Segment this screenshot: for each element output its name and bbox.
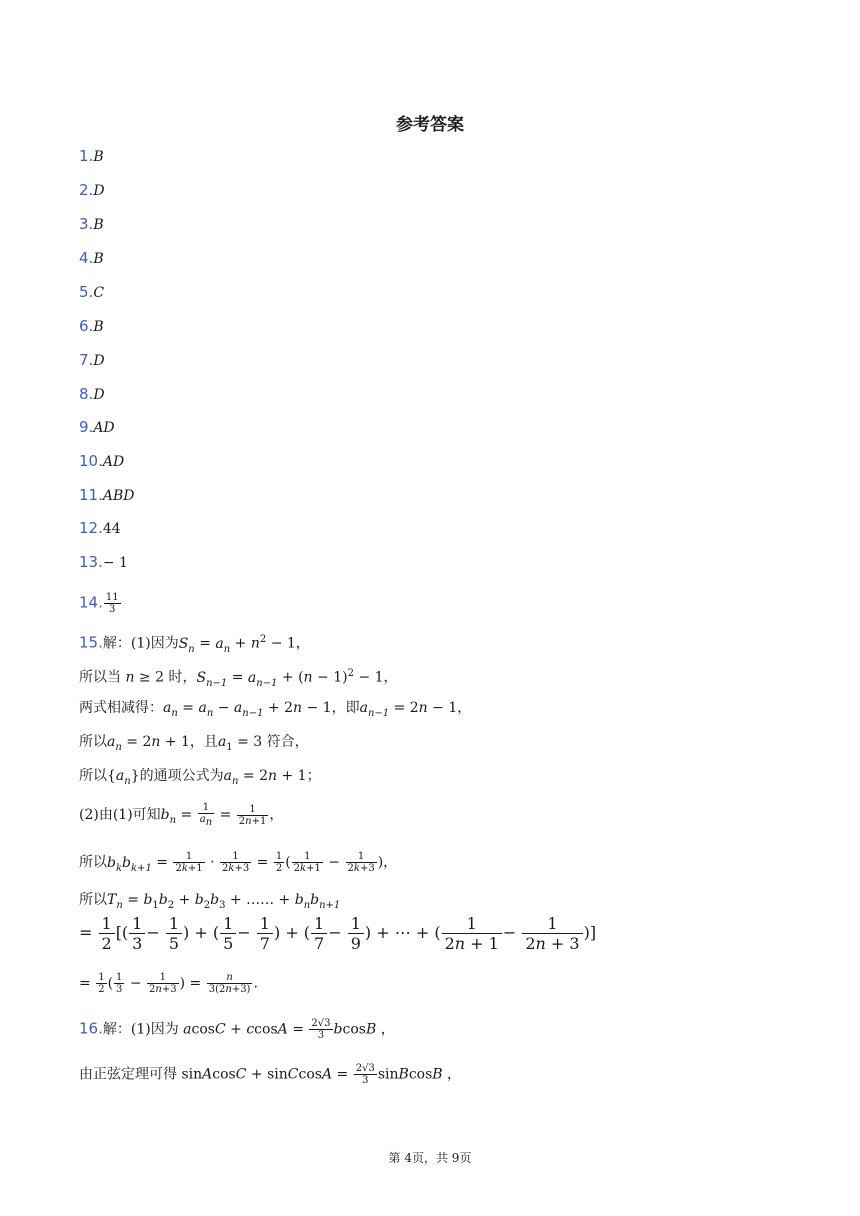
answer-number: 6. bbox=[79, 317, 94, 335]
q15-line-8: 所以$T_n = b_1b_2 + b_2b_3$ + …… + $b_nb_{n+1}$ bbox=[79, 892, 341, 911]
page-footer: 第 4页，共 9页 bbox=[388, 1151, 472, 1165]
answer-value: AD bbox=[93, 420, 115, 436]
answer-number: 8. bbox=[79, 385, 94, 403]
q15-line-2: 所以当 n ≥ 2 时，$S_{n-1} = a_{n-1} + (n - 1)^2 - 1$， bbox=[79, 668, 398, 689]
q15-line-1: 15.解：(1)因为$S_n = a_n + n^2 - 1$， bbox=[79, 633, 310, 655]
question-number: 15. bbox=[79, 633, 103, 652]
answer-value: C bbox=[93, 285, 105, 301]
q16-line-2: 由正弦定理可得 sinAcosC + sinCcosA = $\frac{2√3}{3}$ sinBcosB ， bbox=[79, 1063, 462, 1086]
answer-value: − 1 bbox=[102, 555, 128, 571]
answer-number: 13. bbox=[79, 553, 103, 571]
answer-value: ABD bbox=[102, 488, 135, 504]
answer-number: 3. bbox=[79, 215, 94, 233]
q15-line-3: 两式相减得：$a_n = a_n - a_{n-1} + 2n - 1$，即$a_{n-1} = 2n - 1$， bbox=[79, 700, 472, 719]
answer-12 bbox=[79, 518, 121, 539]
answer-5 bbox=[79, 282, 104, 303]
answer-3 bbox=[79, 214, 104, 235]
answer-number: 10. bbox=[79, 452, 103, 470]
answer-number: 7. bbox=[79, 351, 94, 369]
answer-value: B bbox=[93, 217, 104, 233]
q15-line-9: = $\frac{1}{2}$ [( $\frac{1}{3}$ − $\frac{1}{5}$ ) + ( $\frac{1}{5}$ − $\frac{1}{7}$ ) + ( $\frac{1}{7}$ − $\frac{1}{9}$ ) + ⋯ + ( $\frac{1}{2n + 1}$ − $\frac{1}{2n + 3}$ )] bbox=[79, 914, 597, 953]
question-number: 16. bbox=[79, 1019, 103, 1038]
answer-9 bbox=[79, 417, 115, 438]
answer-8 bbox=[79, 384, 105, 405]
answer-2 bbox=[79, 180, 105, 201]
answer-11 bbox=[79, 485, 134, 506]
answer-value: B bbox=[93, 319, 104, 335]
answer-4 bbox=[79, 248, 104, 269]
answer-number: 2. bbox=[79, 181, 94, 199]
answer-13 bbox=[79, 552, 128, 573]
answer-number: 14. bbox=[79, 593, 103, 612]
page-title: 参考答案 bbox=[396, 115, 464, 135]
answer-value: B bbox=[93, 251, 104, 267]
answer-number: 4. bbox=[79, 249, 94, 267]
answer-10 bbox=[79, 451, 124, 472]
answer-number: 9. bbox=[79, 418, 94, 436]
q16-line-1: 16.解：(1)因为 acosC + ccosA = $\frac{2√3}{3}$ bcosB ， bbox=[79, 1018, 395, 1041]
answer-fraction: $\frac{11}{3}$ bbox=[105, 592, 119, 615]
answer-14 bbox=[79, 592, 122, 615]
answer-value: D bbox=[93, 387, 105, 403]
answer-value: 44 bbox=[102, 521, 121, 537]
q15-line-4: 所以$a_n = 2n + 1$，且$a_1 = 3$ 符合， bbox=[79, 734, 309, 753]
answer-number: 11. bbox=[79, 486, 103, 504]
q15-line-6: (2)由(1)可知$b_n$ = $\frac{1}{a_n}$ = $\frac{1}{2n+1}$ ， bbox=[79, 802, 284, 828]
answer-number: 5. bbox=[79, 283, 94, 301]
answer-number: 12. bbox=[79, 519, 103, 537]
answer-1 bbox=[79, 146, 104, 167]
q15-line-7: 所以$b_kb_{k+1}$ = $\frac{1}{2k+1}$ · $\frac{1}{2k+3}$ = $\frac{1}{2}$ ( $\frac{1}{2k+1}$ − $\frac{1}{2k+3}$ )， bbox=[79, 851, 398, 874]
q15-line-5: 所以$\{a_n\}$的通项公式为$a_n = 2n + 1$； bbox=[79, 768, 321, 787]
q15-line-10: = $\frac{1}{2}$ ( $\frac{1}{3}$ − $\frac{1}{2n+3}$ ) = $\frac{n}{3(2n+3)}$ . bbox=[79, 972, 258, 995]
answer-6 bbox=[79, 316, 104, 337]
answer-7 bbox=[79, 350, 105, 371]
answer-value: D bbox=[93, 183, 105, 199]
answer-value: D bbox=[93, 353, 105, 369]
answer-value: B bbox=[93, 149, 104, 165]
answer-number: 1. bbox=[79, 147, 94, 165]
answer-value: AD bbox=[102, 454, 125, 470]
